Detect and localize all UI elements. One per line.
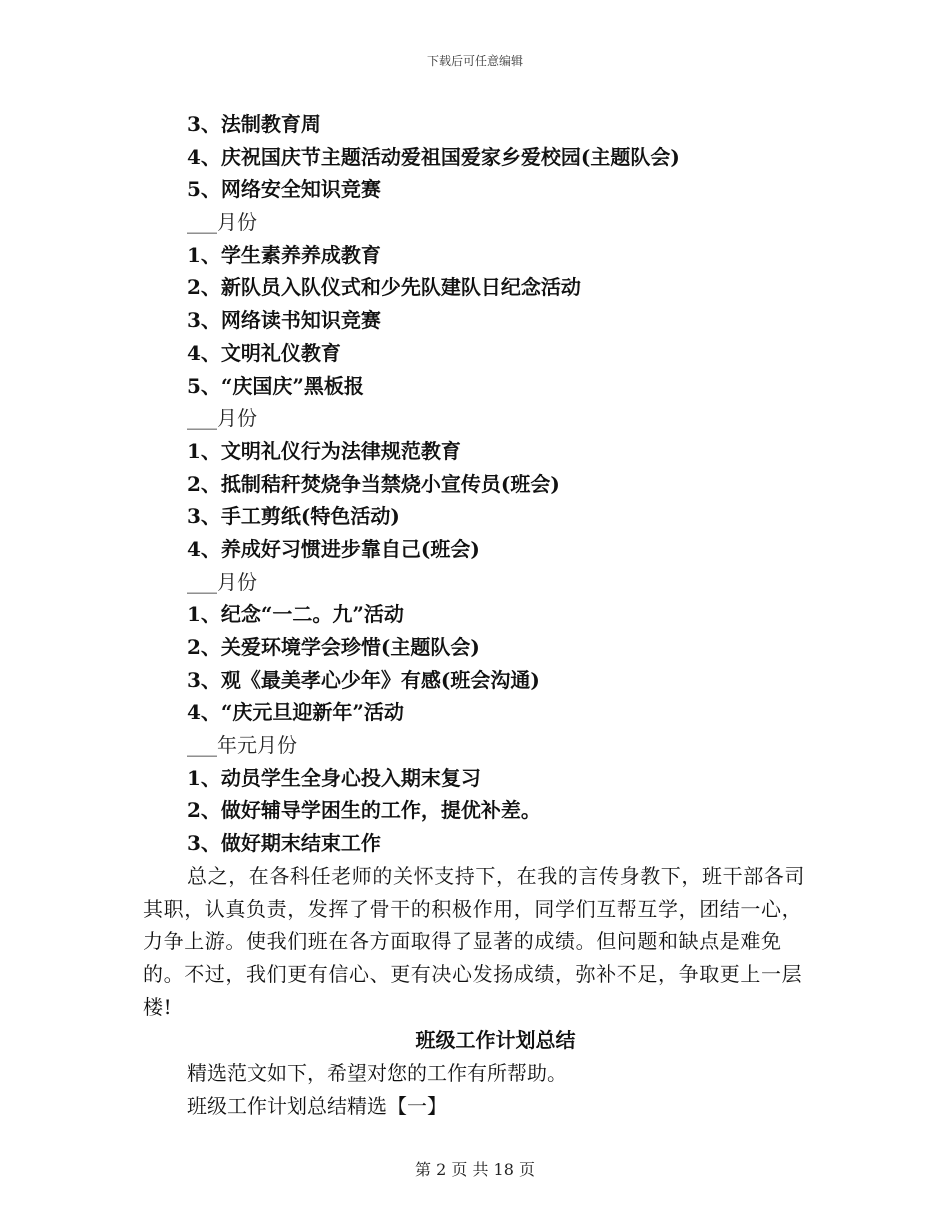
- list-item: 3、网络读书知识竞赛: [187, 308, 381, 333]
- list-item: 1、动员学生全身心投入期末复习: [187, 765, 481, 790]
- list-item: 4、养成好习惯进步靠自己(班会): [187, 536, 480, 561]
- list-item: 1、学生素养养成教育: [187, 242, 381, 267]
- list-item: 5、“庆国庆”黑板报: [187, 373, 364, 398]
- list-item: 3、法制教育周: [187, 112, 321, 136]
- month-heading: ___年元月份: [187, 733, 297, 758]
- list-item: 2、关爱环境学会珍惜(主题队会): [187, 635, 480, 659]
- text-line: 精选范文如下，希望对您的工作有所帮助。: [187, 1061, 567, 1086]
- list-item: 2、新队员入队仪式和少先队建队日纪念活动: [187, 275, 581, 300]
- month-heading: ___月份: [187, 406, 257, 431]
- list-item: 4、“庆元旦迎新年”活动: [187, 700, 404, 725]
- list-item: 4、文明礼仪教育: [187, 340, 341, 365]
- text-line: 班级工作计划总结精选【一】: [187, 1094, 447, 1119]
- page-footer: 第 2 页 共 18 页: [415, 1160, 535, 1179]
- list-item: 3、做好期末结束工作: [187, 831, 381, 856]
- list-item: 2、做好辅导学困生的工作，提优补差。: [187, 798, 541, 823]
- list-item: 5、网络安全知识竞赛: [187, 177, 381, 202]
- list-item: 1、文明礼仪行为法律规范教育: [187, 438, 461, 463]
- list-item: 4、庆祝国庆节主题活动爱祖国爱家乡爱校园(主题队会): [187, 144, 680, 169]
- list-item: 2、抵制秸秆焚烧争当禁烧小宣传员(班会): [187, 471, 560, 496]
- section-title: 班级工作计划总结: [415, 1028, 576, 1053]
- page-header: 下载后可任意编辑: [426, 54, 523, 68]
- month-heading: ___月份: [187, 569, 257, 594]
- summary-paragraph: 总之，在各科任老师的关怀支持下，在我的言传身教下，班干部各司其职，认真负责，发挥了骨干的积极作用，同学们互帮互学，团结一心，力争上游。使我们班在各方面取得了显著的成绩。但问题和缺点是难免的。不过，我们更有信心、更有决心发扬成绩，弥补不足，争取更上一层楼!: [143, 863, 805, 1019]
- list-item: 1、纪念“一二。九”活动: [187, 602, 404, 627]
- list-item: 3、手工剪纸(特色活动): [187, 504, 400, 529]
- document-body: [143, 108, 808, 1123]
- month-heading: ___月份: [187, 210, 257, 235]
- list-item: 3、观《最美孝心少年》有感(班会沟通): [187, 667, 540, 692]
